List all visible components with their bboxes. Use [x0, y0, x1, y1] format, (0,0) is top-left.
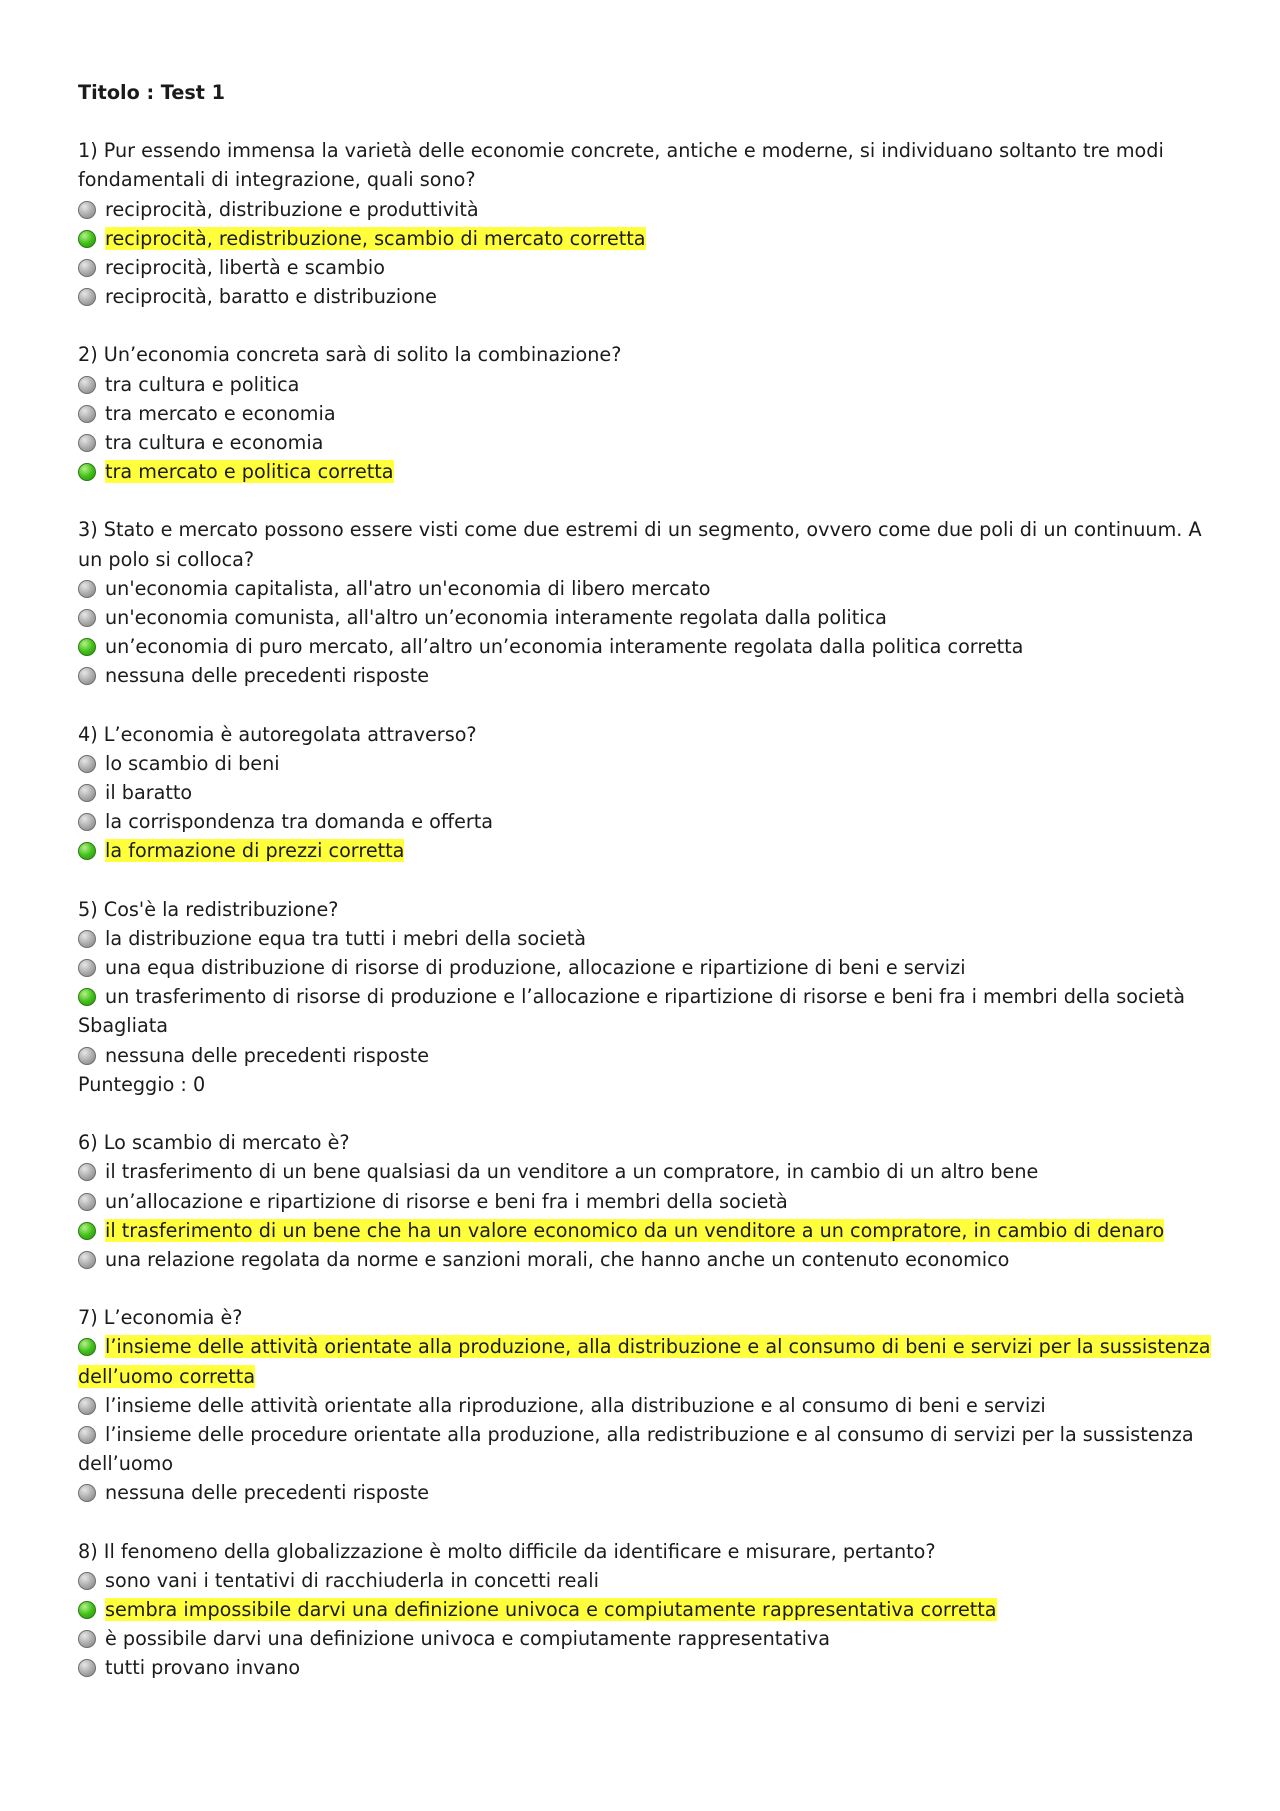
answer-option — [78, 1595, 1228, 1624]
gray-circle-icon — [78, 1397, 96, 1415]
gray-circle-icon — [78, 1163, 96, 1181]
question-block — [78, 1128, 1228, 1274]
answer-text: il baratto — [105, 781, 193, 805]
answer-text: il trasferimento di un bene qualsiasi da un venditore a un compratore, in cambio di un altro bene — [105, 1160, 1039, 1184]
question-block — [78, 136, 1228, 311]
question-text: 4) L’economia è autoregolata attraverso? — [78, 722, 477, 746]
answer-option — [78, 778, 1228, 807]
answer-text: una equa distribuzione di risorse di produzione, allocazione e ripartizione di beni e servizi — [105, 956, 966, 980]
answer-option — [78, 1245, 1228, 1274]
answer-option — [78, 953, 1228, 982]
answer-text: nessuna delle precedenti risposte — [105, 1043, 430, 1067]
green-circle-icon — [78, 230, 96, 248]
gray-circle-icon — [78, 259, 96, 277]
answer-option — [78, 1478, 1228, 1507]
answer-option — [78, 195, 1228, 224]
gray-circle-icon — [78, 1251, 96, 1269]
answer-text: un’allocazione e ripartizione di risorse e beni fra i membri della società — [105, 1189, 788, 1213]
answer-text: un'economia capitalista, all'atro un'economia di libero mercato — [105, 576, 711, 600]
answer-option — [78, 1216, 1228, 1245]
answer-text: tutti provano invano — [105, 1656, 301, 1680]
answer-option — [78, 749, 1228, 778]
green-circle-icon — [78, 1338, 96, 1356]
answer-text: sono vani i tentativi di racchiuderla in concetti reali — [105, 1568, 599, 1592]
answer-text: reciprocità, distribuzione e produttività — [105, 197, 479, 221]
question-text: 2) Un’economia concreta sarà di solito la combinazione? — [78, 343, 622, 367]
gray-circle-icon — [78, 376, 96, 394]
answer-text: tra mercato e economia — [105, 401, 336, 425]
answer-text: una relazione regolata da norme e sanzioni morali, che hanno anche un contenuto economico — [105, 1247, 1010, 1271]
question-block — [78, 895, 1228, 1099]
question-list — [78, 136, 1228, 1682]
answer-option — [78, 603, 1228, 632]
gray-circle-icon — [78, 1630, 96, 1648]
gray-circle-icon — [78, 1047, 96, 1065]
answer-text: tra mercato e politica corretta — [105, 460, 394, 484]
gray-circle-icon — [78, 784, 96, 802]
answer-option — [78, 253, 1228, 282]
gray-circle-icon — [78, 755, 96, 773]
green-circle-icon — [78, 842, 96, 860]
answer-text: l’insieme delle procedure orientate alla produzione, alla redistribuzione e al consumo di servizi per la sussistenza dell’uomo — [78, 1422, 1194, 1476]
answer-option — [78, 632, 1228, 661]
answer-option — [78, 1391, 1228, 1420]
question-text: 7) L’economia è? — [78, 1306, 243, 1330]
answer-option — [78, 1566, 1228, 1595]
answer-text: la formazione di prezzi corretta — [105, 839, 405, 863]
gray-circle-icon — [78, 667, 96, 685]
answer-text: sembra impossibile darvi una definizione univoca e compiutamente rappresentativa corretta — [105, 1597, 997, 1621]
gray-circle-icon — [78, 1484, 96, 1502]
question-text: 1) Pur essendo immensa la varietà delle economie concrete, antiche e moderne, si individuano soltanto tre modi fondamentali di integrazione, quali sono? — [78, 139, 1164, 192]
gray-circle-icon — [78, 930, 96, 948]
answer-option — [78, 457, 1228, 486]
answer-text: tra cultura e politica — [105, 372, 300, 396]
document-page — [78, 78, 1228, 1712]
answer-text: un'economia comunista, all'altro un’economia interamente regolata dalla politica — [105, 606, 887, 630]
answer-option — [78, 428, 1228, 457]
answer-option — [78, 370, 1228, 399]
answer-option — [78, 1332, 1228, 1390]
answer-option — [78, 399, 1228, 428]
answer-text: reciprocità, redistribuzione, scambio di mercato corretta — [105, 226, 646, 250]
question-text: 5) Cos'è la redistribuzione? — [78, 897, 339, 921]
answer-option — [78, 1157, 1228, 1186]
answer-text: reciprocità, libertà e scambio — [105, 256, 385, 280]
gray-circle-icon — [78, 609, 96, 627]
answer-option — [78, 661, 1228, 690]
answer-text: l’insieme delle attività orientate alla riproduzione, alla distribuzione e al consumo di beni e servizi — [105, 1393, 1046, 1417]
answer-option — [78, 924, 1228, 953]
gray-circle-icon — [78, 405, 96, 423]
answer-option — [78, 1624, 1228, 1653]
answer-text: lo scambio di beni — [105, 751, 280, 775]
answer-text: nessuna delle precedenti risposte — [105, 664, 430, 688]
gray-circle-icon — [78, 288, 96, 306]
gray-circle-icon — [78, 580, 96, 598]
question-text: 6) Lo scambio di mercato è? — [78, 1131, 350, 1155]
answer-option — [78, 982, 1228, 1040]
green-circle-icon — [78, 463, 96, 481]
gray-circle-icon — [78, 1193, 96, 1211]
green-circle-icon — [78, 1222, 96, 1240]
question-block — [78, 1537, 1228, 1683]
document-title: Titolo : Test 1 — [78, 81, 225, 104]
answer-text: reciprocità, baratto e distribuzione — [105, 285, 437, 309]
question-text: 8) Il fenomeno della globalizzazione è molto difficile da identificare e misurare, pertanto? — [78, 1539, 936, 1563]
answer-option — [78, 282, 1228, 311]
answer-option — [78, 807, 1228, 836]
gray-circle-icon — [78, 434, 96, 452]
answer-text: nessuna delle precedenti risposte — [105, 1481, 430, 1505]
gray-circle-icon — [78, 1659, 96, 1677]
question-block — [78, 515, 1228, 690]
answer-option — [78, 836, 1228, 865]
question-block — [78, 720, 1228, 866]
green-circle-icon — [78, 1601, 96, 1619]
answer-text: la corrispondenza tra domanda e offerta — [105, 810, 494, 834]
gray-circle-icon — [78, 959, 96, 977]
answer-text: la distribuzione equa tra tutti i mebri della società — [105, 926, 587, 950]
gray-circle-icon — [78, 1572, 96, 1590]
answer-text: è possibile darvi una definizione univoca e compiutamente rappresentativa — [105, 1627, 831, 1651]
answer-text: un’economia di puro mercato, all’altro un’economia interamente regolata dalla politica corretta — [105, 635, 1024, 659]
green-circle-icon — [78, 988, 96, 1006]
gray-circle-icon — [78, 201, 96, 219]
score-text: Punteggio : 0 — [78, 1072, 206, 1096]
answer-text: il trasferimento di un bene che ha un valore economico da un venditore a un compratore, in cambio di denaro — [105, 1218, 1165, 1242]
gray-circle-icon — [78, 813, 96, 831]
answer-option — [78, 1653, 1228, 1682]
question-text: 3) Stato e mercato possono essere visti come due estremi di un segmento, ovvero come due poli di un continuum. A un polo si colloca? — [78, 518, 1202, 571]
answer-option — [78, 574, 1228, 603]
answer-option — [78, 1187, 1228, 1216]
question-block — [78, 340, 1228, 486]
green-circle-icon — [78, 638, 96, 656]
question-block — [78, 1303, 1228, 1507]
answer-text: l’insieme delle attività orientate alla produzione, alla distribuzione e al consumo di beni e servizi per la sussistenza dell’uomo corretta — [78, 1335, 1211, 1388]
answer-option — [78, 1041, 1228, 1070]
answer-text: tra cultura e economia — [105, 431, 324, 455]
answer-option — [78, 224, 1228, 253]
gray-circle-icon — [78, 1426, 96, 1444]
answer-text: un trasferimento di risorse di produzione e l’allocazione e ripartizione di risorse e beni fra i membri della società Sbagliata — [78, 985, 1185, 1038]
answer-option — [78, 1420, 1228, 1478]
